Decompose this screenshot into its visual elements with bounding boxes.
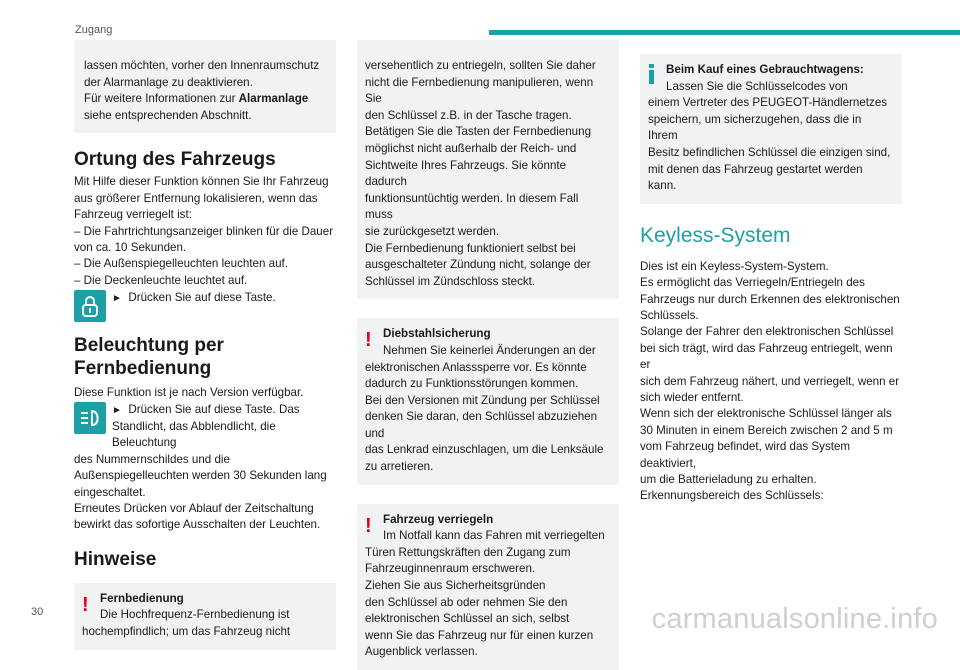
header-accent-bar [489,30,960,35]
heading-beleuchtung: Beleuchtung per Fernbedienung [74,335,224,380]
warning-icon: ! [365,329,372,352]
fahrzeug-verriegeln-warning-box: ! Fahrzeug verriegeln Im Notfall kann das Fahren mit verriegelten Türen Rettungskräften den Zugang zum Fahrzeuginnenraum erschweren. Ziehen Sie aus Sicherheitsgründen den Schlüssel ab oder nehmen Sie den elektronischen Schlüssel an sich, selbst wenn Sie das Fahrzeug nur für einen kurzen Augenblick verlassen. [357,504,619,670]
beleuchtung-text: des Nummernschildes und die Außenspiegelleuchten werden 30 Sekunden lang eingeschaltet. Erneutes Drücken vor Ablauf der Zeitschaltung bewirkt das sofortige Ausschalten der Leuchten. [74,452,327,532]
alarm-note-box: lassen möchten, vorher den Innenraumschutz der Alarmanlage zu deaktivieren. Für weitere Informationen zur Alarmanlage siehe entsprechenden Abschnitt. [74,40,336,133]
heading-keyless: Keyless-System [640,223,791,247]
heading-hinweise: Hinweise [74,548,157,570]
fernbedienung-warning-box: ! Fernbedienung Die Hochfrequenz-Fernbedienung ist hochempfindlich; um das Fahrzeug nicht [74,583,336,650]
keyless-text: Dies ist ein Keyless-System-System. Es ermöglicht das Verriegeln/Entriegeln des Fahrzeugs nur durch Erkennen des elektronischen Schlüssels. Solange der Fahrer den elektronischen Schlüssel bei sich trägt, wird das Fahrzeug entriegelt, wenn er sich dem Fahrzeug nähert, und verriegelt, wenn er sich wieder entfernt. Wenn sich der elektronische Schlüssel länger als 30 Minuten in einem Bereich zwischen 2 and 5 m vom Fahrzeug befindet, wird das System deaktiviert, um die Batterieladung zu erhalten. Erkennungsbereich des Schlüssels: [640,259,900,503]
diebstahlsicherung-warning-box: ! Diebstahlsicherung Nehmen Sie keinerlei Änderungen an der elektronischen Anlasssperre vor. Es könnte dadurch zu Funktionsstörungen kommen. Bei den Versionen mit Zündung per Schlüssel denken Sie daran, den Schlüssel abzuziehen und das Lenkrad einzuschlagen, um die Lenksäule zu arretieren. [357,318,619,484]
column-2 [357,40,619,670]
watermark: carmanualsonline.info [651,603,938,635]
headlight-icon [74,402,106,434]
heading-ortung: Ortung des Fahrzeugs [74,149,276,171]
beleuchtung-action: ► Drücken Sie auf diese Taste. Das Standlicht, das Abblendlicht, die Beleuchtung [74,402,336,452]
fernbedienung-continued-box: versehentlich zu entriegeln, sollten Sie daher nicht die Fernbedienung manipulieren, wenn Sie den Schlüssel z.B. in der Tasche tragen. Betätigen Sie die Tasten der Fernbedienung möglichst nicht außerhalb der Reich- und Sichtweite Ihres Fahrzeugs. Sie könnte dadurch funktionsuntüchtig werden. In diesem Fall muss sie zurückgesetzt werden. Die Fernbedienung funktioniert selbst bei ausgeschalteter Zündung nicht, solange der Schlüssel im Zündschloss steckt. [357,40,619,299]
ortung-action: ► Drücken Sie auf diese Taste. [74,290,336,322]
info-icon [649,64,654,84]
warning-icon: ! [82,593,89,616]
column-3 [640,40,902,505]
lock-icon [74,290,106,322]
section-title: Zugang [75,24,113,36]
gebrauchtwagen-info-box: Beim Kauf eines Gebrauchtwagens: Lassen Sie die Schlüsselcodes von einem Vertreter des PEUGEOT-Händlernetzes speichern, um sicherzugehen, dass die in Ihrem Besitz befindlichen Schlüssel die einzigen sind, mit denen das Fahrzeug gestartet werden kann. [640,54,902,204]
ortung-text: Mit Hilfe dieser Funktion können Sie Ihr Fahrzeug aus größerer Entfernung lokalisieren, wenn das Fahrzeug verriegelt ist: – Die Fahrtrichtungsanzeiger blinken für die Dauer von ca. 10 Sekunden. – Die Außenspiegelleuchten leuchten auf. – Die Deckenleuchte leuchtet auf. [74,175,334,287]
page-number: 30 [31,606,44,618]
column-1 [74,40,336,650]
beleuchtung-intro: Diese Funktion ist je nach Version verfügbar. [74,386,304,400]
warning-icon: ! [365,514,372,537]
